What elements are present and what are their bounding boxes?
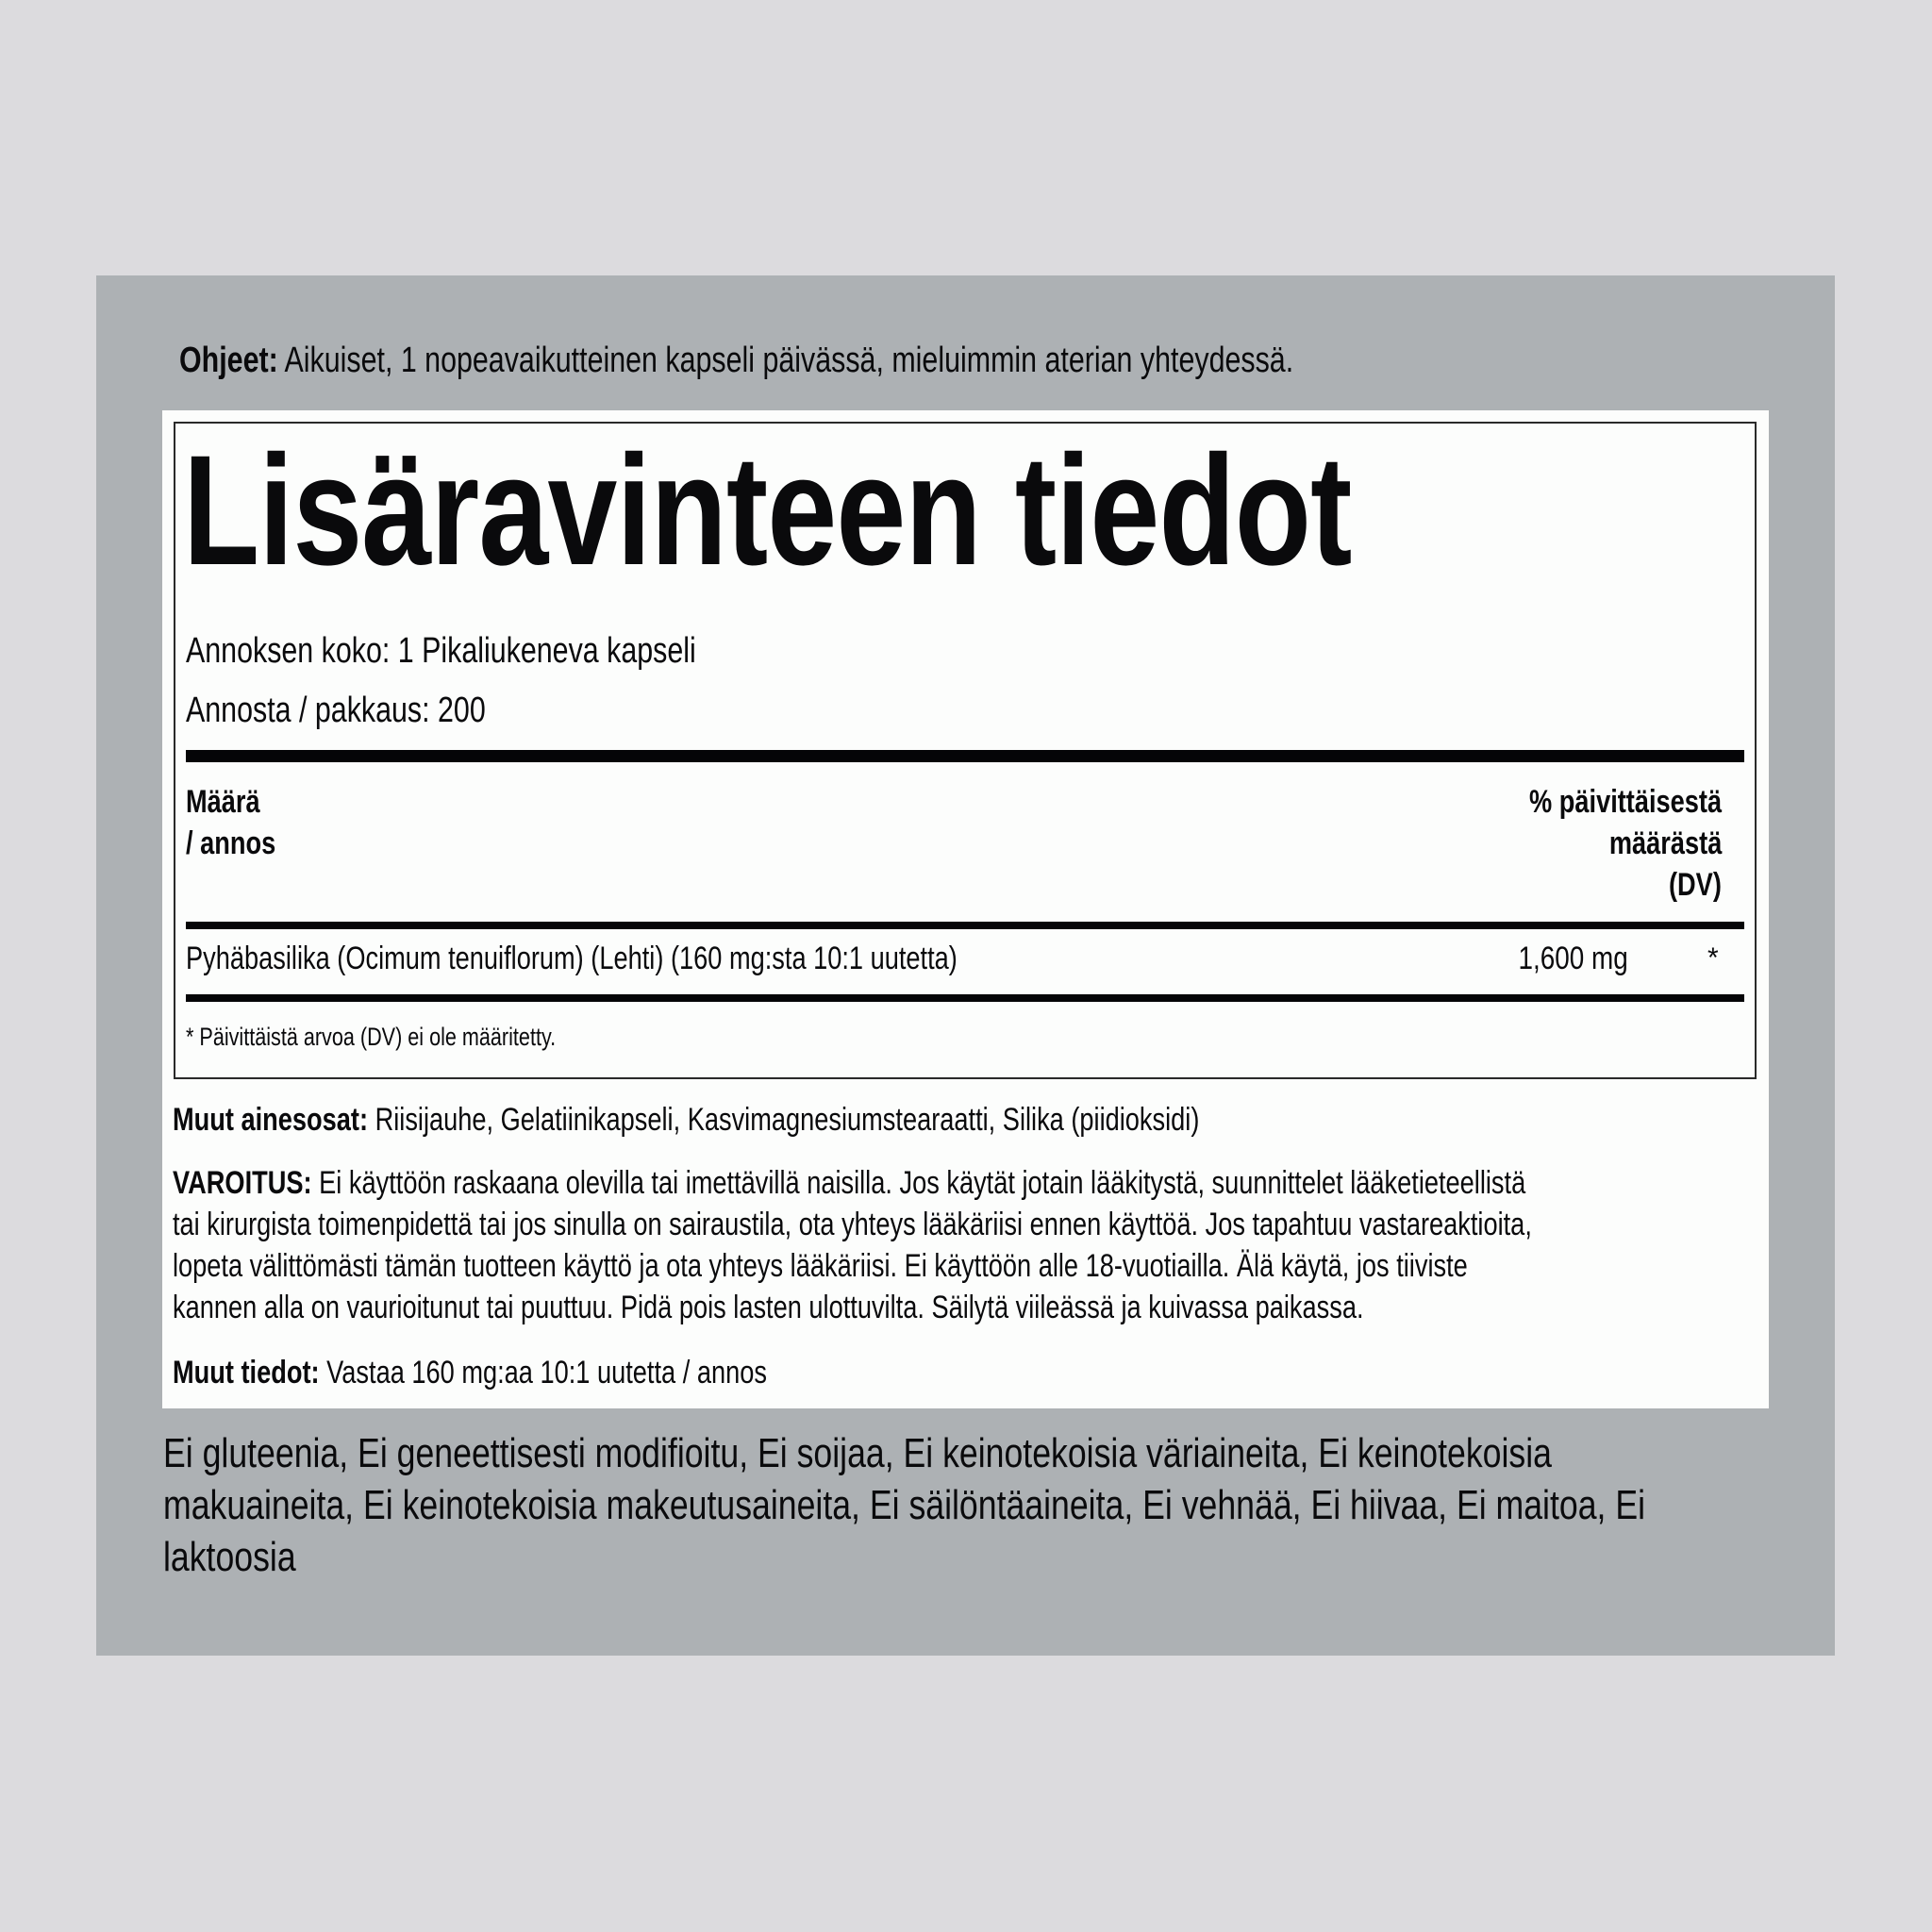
directions-label: Ohjeet: [179,341,278,380]
ingredient-name: Pyhäbasilika (Ocimum tenuiflorum) (Lehti) (160 mg:sta 10:1 uutetta) [186,941,958,976]
amount-header-line1: Määrä [186,784,260,820]
ingredient-amount: 1,600 mg [1518,941,1628,976]
free-from-line-3: laktoosia [163,1534,296,1580]
other-info [173,1353,767,1392]
warning-line-3: lopeta välittömästi tämän tuotteen käyttö ja ota yhteys lääkäriisi. Ei käyttöön alle 18-vuotiailla. Älä käytä, jos tiiviste [173,1248,1468,1284]
other-ingredients [173,1100,1199,1140]
dv-footnote: * Päivittäistä arvoa (DV) ei ole määritetty. [186,1023,557,1051]
dv-header-line1: % päivittäisestä [1528,784,1722,820]
other-ingredients-text: Riisijauhe, Gelatiinikapseli, Kasvimagnesiumstearaatti, Silika (piidioksidi) [368,1102,1200,1138]
directions [179,340,1293,381]
warning-line-1 [173,1163,1525,1203]
thick-divider [186,750,1744,762]
facts-title: Lisäravinteen tiedot [183,424,1352,598]
free-from-line-2: makuaineita, Ei keinotekoisia makeutusaineita, Ei säilöntäaineita, Ei vehnää, Ei hiivaa, Ei maitoa, Ei [163,1482,1646,1528]
warning-label: VAROITUS: [173,1165,312,1201]
dv-header-line2: määrästä [1608,825,1722,861]
serving-size: Annoksen koko: 1 Pikaliukeneva kapseli [186,631,696,671]
other-info-text: Vastaa 160 mg:aa 10:1 uutetta / annos [319,1355,767,1391]
amount-header-line2: / annos [186,825,276,861]
warning-text-1: Ei käyttöön raskaana olevilla tai imettävillä naisilla. Jos käytät jotain lääkitystä, suunnittelet lääketieteellistä [311,1165,1526,1201]
warning-line-4: kannen alla on vaurioitunut tai puuttuu. Pidä pois lasten ulottuvilta. Säilytä viileässä ja kuivassa paikassa. [173,1290,1364,1325]
servings-per-container: Annosta / pakkaus: 200 [186,691,486,730]
medium-divider [186,922,1744,929]
free-from-line-1: Ei gluteenia, Ei geneettisesti modifioitu, Ei soijaa, Ei keinotekoisia väriaineita, Ei keinotekoisia [163,1430,1552,1476]
warning-line-2: tai kirurgista toimenpidettä tai jos sinulla on sairaustila, ota yhteys lääkäriisi ennen käyttöä. Jos tapahtuu vastareaktioita, [173,1207,1532,1242]
directions-text: Aikuiset, 1 nopeavaikutteinen kapseli päivässä, mieluimmin aterian yhteydessä. [277,341,1294,380]
ingredient-dv: * [1707,942,1719,974]
other-ingredients-label: Muut ainesosat: [173,1102,369,1138]
dv-header-line3: (DV) [1669,867,1722,903]
medium-divider-bottom [186,994,1744,1002]
other-info-label: Muut tiedot: [173,1355,320,1391]
